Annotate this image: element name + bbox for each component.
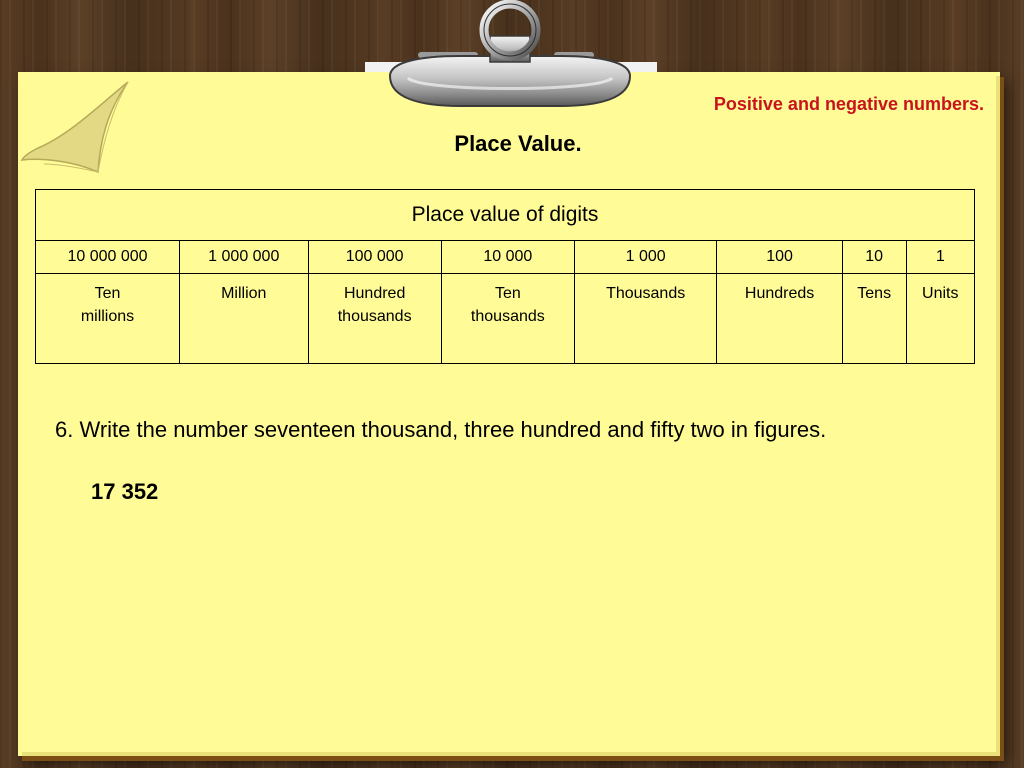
place-name-line: Units (922, 285, 959, 302)
place-name-line: thousands (337, 308, 412, 325)
place-name-line: Tens (857, 285, 892, 302)
place-name-line: Ten (494, 285, 521, 302)
table-caption: Place value of digits (36, 190, 975, 241)
paper-sheet (18, 72, 1000, 756)
table-row-values (36, 241, 975, 274)
place-name-cell (441, 274, 574, 364)
place-name-line: millions (80, 308, 135, 325)
page-title: Place Value. (454, 131, 582, 156)
table-row-names (36, 274, 975, 364)
place-name-line: Thousands (606, 285, 686, 302)
clipboard-clip (360, 0, 660, 120)
place-name-cell (36, 274, 180, 364)
place-name-line: Million (221, 285, 267, 302)
place-value-cell: 10 000 (441, 241, 574, 274)
place-name-cell (906, 274, 974, 364)
place-value-table (35, 189, 975, 364)
place-name-line: thousands (470, 308, 545, 325)
place-name-cell (574, 274, 716, 364)
place-name-line: Hundred (343, 285, 406, 302)
place-value-cell: 1 000 000 (179, 241, 308, 274)
place-name-line: Ten (94, 285, 121, 302)
place-value-cell: 100 000 (308, 241, 441, 274)
place-value-cell: 10 (842, 241, 906, 274)
curled-corner (0, 60, 150, 190)
place-name-cell (179, 274, 308, 364)
place-value-cell: 100 (717, 241, 842, 274)
place-name-cell (308, 274, 441, 364)
place-value-cell: 10 000 000 (36, 241, 180, 274)
place-name-cell (717, 274, 842, 364)
place-name-cell (842, 274, 906, 364)
answer-text: 17 352 (91, 479, 159, 504)
place-value-cell: 1 (906, 241, 974, 274)
question-text: 6. Write the number seventeen thousand, three hundred and fifty two in figures. (55, 417, 827, 442)
place-name-line: Hundreds (744, 285, 815, 302)
place-value-cell: 1 000 (574, 241, 716, 274)
section-subtitle: Positive and negative numbers. (713, 94, 984, 114)
